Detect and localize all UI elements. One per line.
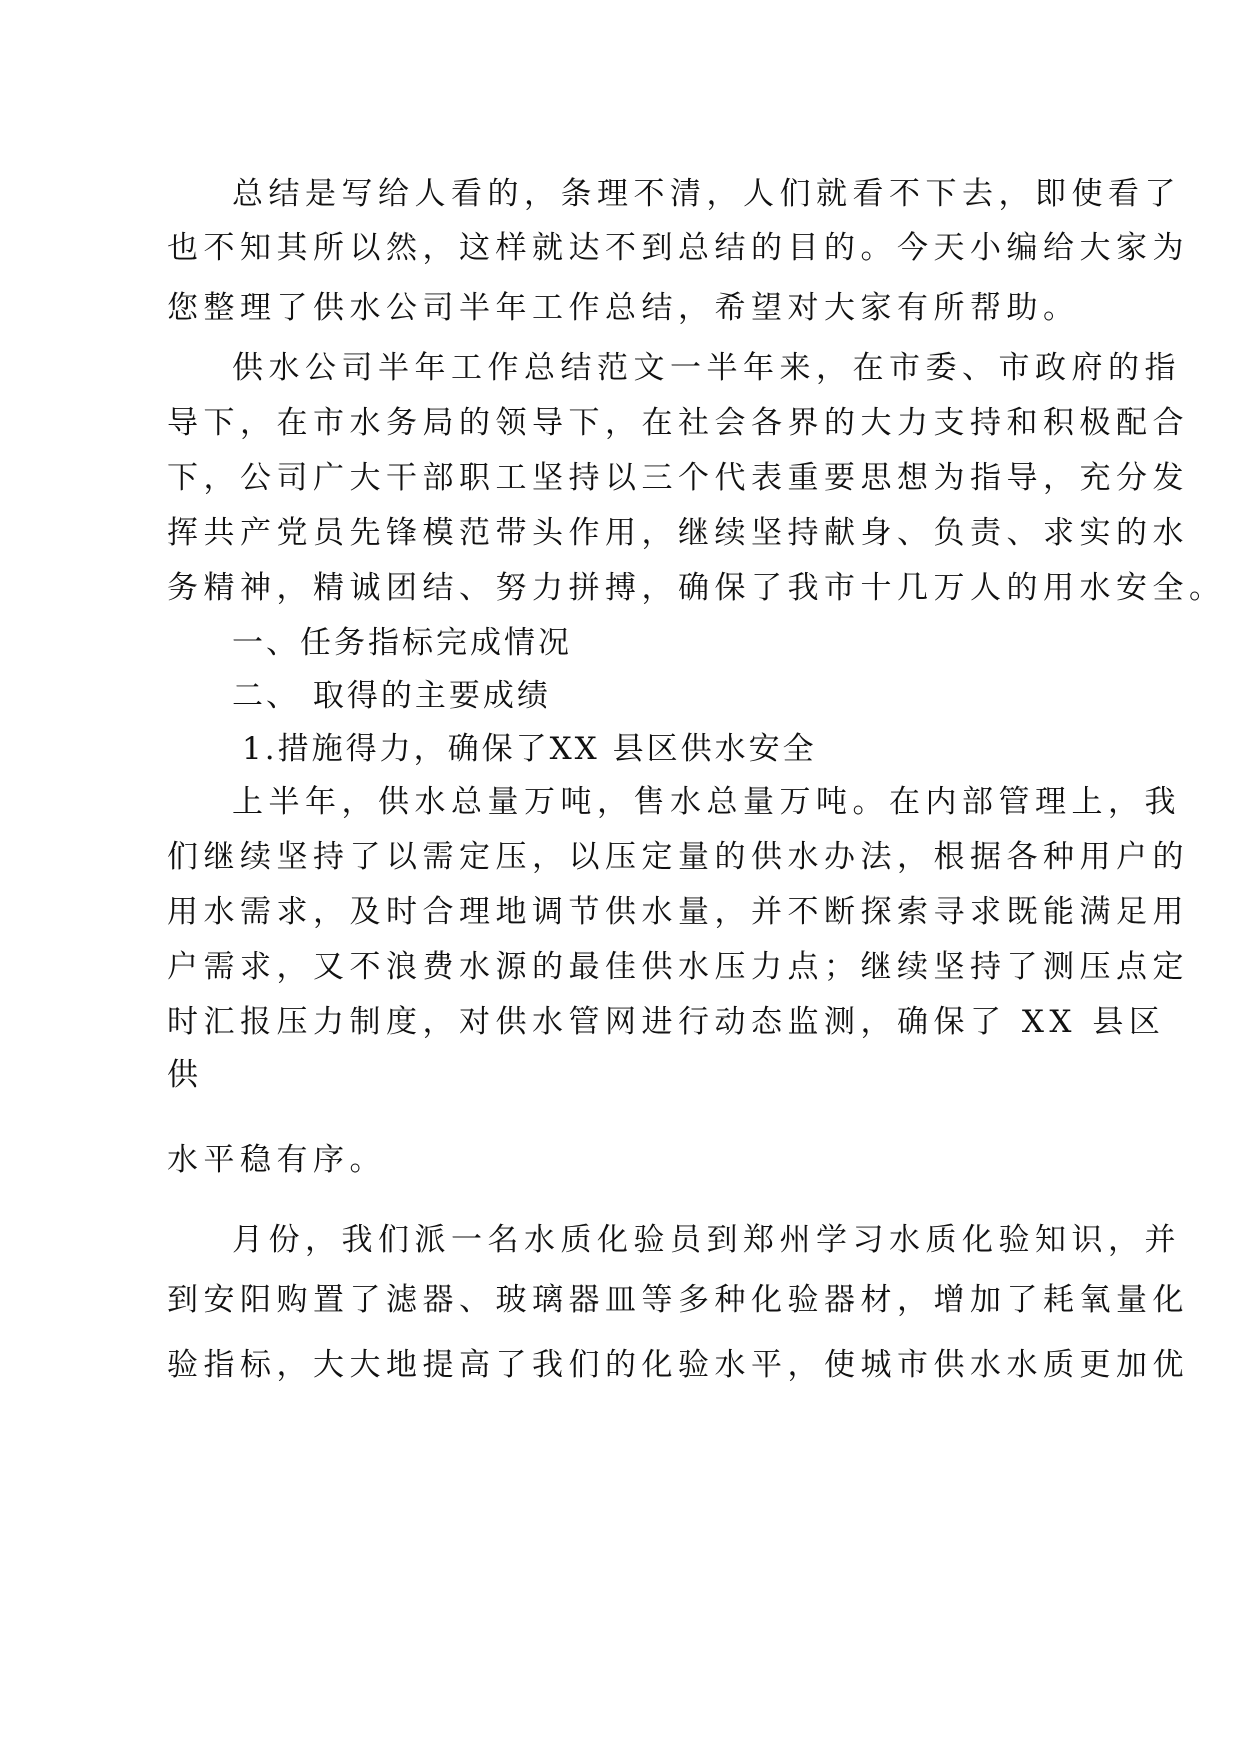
paragraph-line: 水平稳有序。	[167, 1142, 386, 1178]
paragraph-line: 供	[167, 1057, 204, 1093]
section-heading: 一、任务指标完成情况	[232, 625, 572, 661]
paragraph-line: 验指标，大大地提高了我们的化验水平，使城市供水水质更加优	[167, 1347, 1189, 1383]
paragraph-line: 总结是写给人看的，条理不清，人们就看不下去，即使看了	[232, 176, 1181, 212]
paragraph-line: 时汇报压力制度，对供水管网进行动态监测，确保了 XX 县区	[167, 1004, 1166, 1040]
paragraph-line: 上半年，供水总量万吨，售水总量万吨。在内部管理上，我	[232, 784, 1181, 820]
subsection-heading: 1.措施得力，确保了XX 县区供水安全	[242, 731, 817, 767]
paragraph-line: 下，公司广大干部职工坚持以三个代表重要思想为指导，充分发	[167, 460, 1189, 496]
paragraph-line: 挥共产党员先锋模范带头作用，继续坚持献身、负责、求实的水	[167, 515, 1189, 551]
paragraph-line: 户需求，又不浪费水源的最佳供水压力点；继续坚持了测压点定	[167, 949, 1189, 985]
paragraph-line: 月份，我们派一名水质化验员到郑州学习水质化验知识，并	[232, 1222, 1181, 1258]
paragraph-line: 务精神，精诚团结、努力拼搏，确保了我市十几万人的用水安全。	[167, 570, 1226, 606]
paragraph-line: 们继续坚持了以需定压，以压定量的供水办法，根据各种用户的	[167, 839, 1189, 875]
paragraph-line: 供水公司半年工作总结范文一半年来，在市委、市政府的指	[232, 350, 1181, 386]
paragraph-line: 到安阳购置了滤器、玻璃器皿等多种化验器材，增加了耗氧量化	[167, 1282, 1189, 1318]
paragraph-line: 您整理了供水公司半年工作总结，希望对大家有所帮助。	[167, 290, 1080, 326]
paragraph-line: 也不知其所以然，这样就达不到总结的目的。今天小编给大家为	[167, 230, 1189, 266]
section-heading: 二、 取得的主要成绩	[232, 678, 551, 714]
paragraph-line: 导下，在市水务局的领导下，在社会各界的大力支持和积极配合	[167, 405, 1189, 441]
paragraph-line: 用水需求，及时合理地调节供水量，并不断探索寻求既能满足用	[167, 894, 1189, 930]
